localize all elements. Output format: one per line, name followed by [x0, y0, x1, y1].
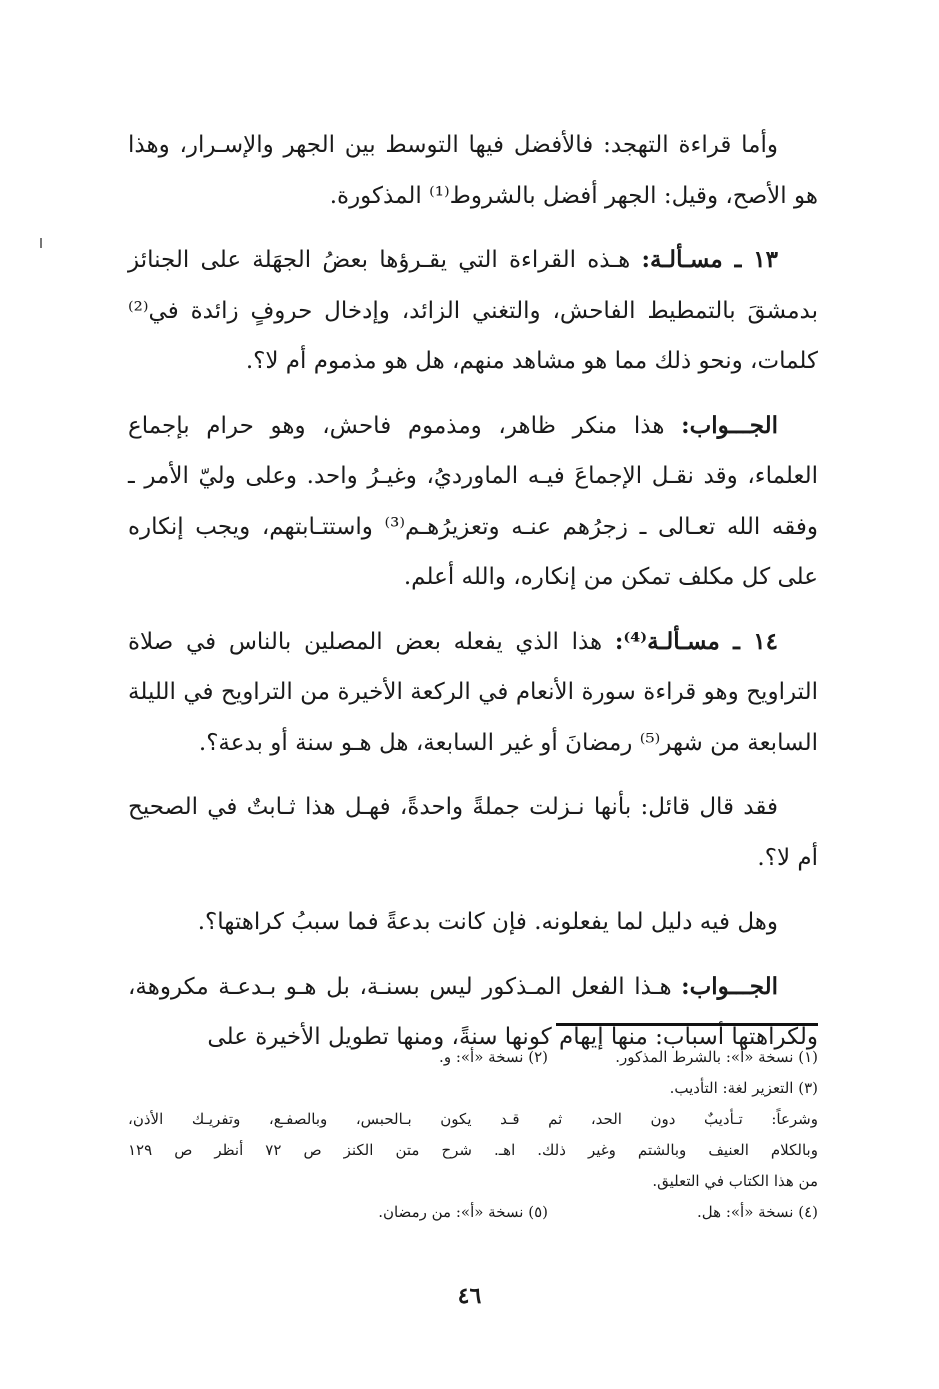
paragraph-text: فقد قال قائل: بأنها نـزلت جملةً واحدةً، فهـل هذا ثـابتٌ في الصحيح أم لا؟.	[128, 794, 818, 871]
main-text	[128, 120, 818, 1077]
question-heading: ١٣ ـ مسـألـة:	[641, 246, 779, 273]
paragraph-text: هـذه القراءة التي يقـرؤها بعضُ الجهَلة على الجنائز بدمشقَ بالتمطيط الفاحش، والتغني الزائد، وإدخال حروفٍ زائدة في⁽²⁾ كلمات، ونحو ذلك مما هو مشاهد منهم، هل هو مذموم أم لا؟.	[128, 247, 818, 374]
footnote-3-line: من هذا الكتاب في التعليق.	[652, 1172, 818, 1190]
paragraph-text: هـذا الفعل المـذكور ليس بسنـة، بل هـو بـدعـة مكروهة، ولكراهتها أسباب: منها إيهام كونها سنةً، ومنها تطويل الأخيرة على	[128, 973, 818, 1050]
paragraph-question-14	[128, 617, 818, 769]
footnote-4: (٤) نسخة «أ»: هل.	[697, 1203, 818, 1221]
footnotes	[128, 1042, 818, 1228]
paragraph-tahajjud	[128, 120, 818, 221]
footnote-row	[128, 1042, 818, 1073]
footnote-2: (٢) نسخة «أ»: و.	[439, 1048, 548, 1066]
footnote-divider	[556, 1023, 818, 1026]
paragraph-answer-13	[128, 401, 818, 603]
paragraph-text: هذا الذي يفعله بعض المصلين بالناس في صلاة التراويح وهو قراءة سورة الأنعام في الركعة الأخيرة من التراويح في الليلة السابعة من شهر⁽⁵⁾ رمضانَ أو غير السابعة، هل هـو سنة أو بدعة؟.	[128, 628, 818, 756]
footnote-5: (٥) نسخة «أ»: من رمضان.	[378, 1203, 548, 1221]
answer-heading: الجـــواب:	[681, 972, 778, 1000]
paragraph-text: وهل فيه دليل لما يفعلونه. فإن كانت بدعةً فما سببُ كراهتها؟.	[197, 909, 778, 935]
footnote-3: (٣) التعزير لغة: التأديب.	[669, 1079, 818, 1097]
paragraph-question-13	[128, 235, 818, 387]
paragraph-claim	[128, 782, 818, 883]
question-heading: ١٤ ـ مسـألـة⁽⁴⁾:	[614, 627, 779, 655]
paragraph-evidence	[128, 897, 818, 948]
scan-edge-mark	[40, 238, 42, 248]
answer-heading: الجـــواب:	[681, 411, 778, 439]
footnote-1: (١) نسخة «أ»: بالشرط المذكور.	[615, 1048, 818, 1066]
footnote-row	[128, 1197, 818, 1228]
paragraph-text: هذا منكر ظاهر، ومذموم فاحش، وهو حرام بإجماع العلماء، وقد نقـل الإجماعَ فيـه الماورديُ، وغيـرُ واحد. وعلى وليّ الأمر ـ وفقه الله تعـالى ـ زجرُهم عنـه وتعزيرُهـم⁽³⁾ واستتـابتهم، ويجب إنكاره على كل مكلف تمكن من إنكاره، والله أعلم.	[128, 412, 818, 590]
footnote-3-line: وشرعاً: تـأديبٌ دون الحد، ثم قـد يكون بـالحبس، وبالصفـع، وتفريـك الأذن،	[128, 1110, 818, 1128]
paragraph-text: وأما قراءة التهجد: فالأفضل فيها التوسط بين الجهر والإسـرار، وهذا هو الأصح، وقيل: الجهر أفضل بالشروط⁽¹⁾ المذكورة.	[128, 132, 818, 209]
page-number: ٤٦	[457, 1283, 482, 1309]
footnote-3-line: وبالكلام العنيف وبالشتم وغير ذلك. اهـ. شرح متن الكنز ص ٧٢ أنظر ص ١٢٩	[128, 1141, 818, 1159]
